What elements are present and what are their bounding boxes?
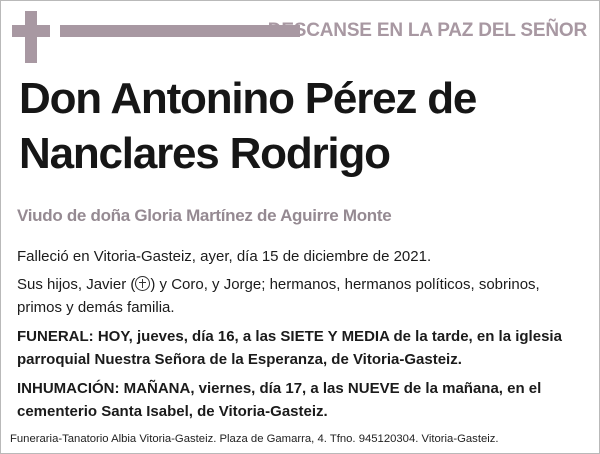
deceased-name: Don Antonino Pérez de Nanclares Rodrigo — [19, 74, 477, 178]
widower-subtitle: Viudo de doña Gloria Martínez de Aguirre Monte — [17, 206, 392, 225]
burial-paragraph: INHUMACIÓN: MAÑANA, viernes, día 17, a las NUEVE de la mañana, en el cementerio Santa Isabel, de Vitoria-Gasteiz. — [17, 380, 542, 420]
header-title: DESCANSE EN LA PAZ DEL SEÑOR — [267, 20, 587, 41]
family-text-end: ) y Coro, y Jorge; hermanos, hermanos políticos, sobrinos, primos y demás familia. — [17, 276, 540, 316]
family-text-start: Sus hijos, Javier ( — [17, 276, 136, 293]
death-notice: Falleció en Vitoria-Gasteiz, ayer, día 15 de diciembre de 2021. — [17, 248, 432, 265]
header-band — [60, 25, 300, 37]
latin-cross-icon-arm — [12, 25, 50, 37]
family-paragraph — [17, 273, 587, 319]
funeral-home-footer: Funeraria-Tanatorio Albia Vitoria-Gasteiz. Plaza de Gamarra, 4. Tfno. 945120304. Vitoria-Gasteiz. — [10, 433, 499, 445]
funeral-paragraph: FUNERAL: HOY, jueves, día 16, a las SIETE Y MEDIA de la tarde, en la iglesia parroquial Nuestra Señora de la Esperanza, de Vitoria-Gasteiz. — [17, 328, 562, 368]
latin-cross-icon — [25, 11, 37, 63]
cross-in-circle-icon — [135, 276, 150, 291]
